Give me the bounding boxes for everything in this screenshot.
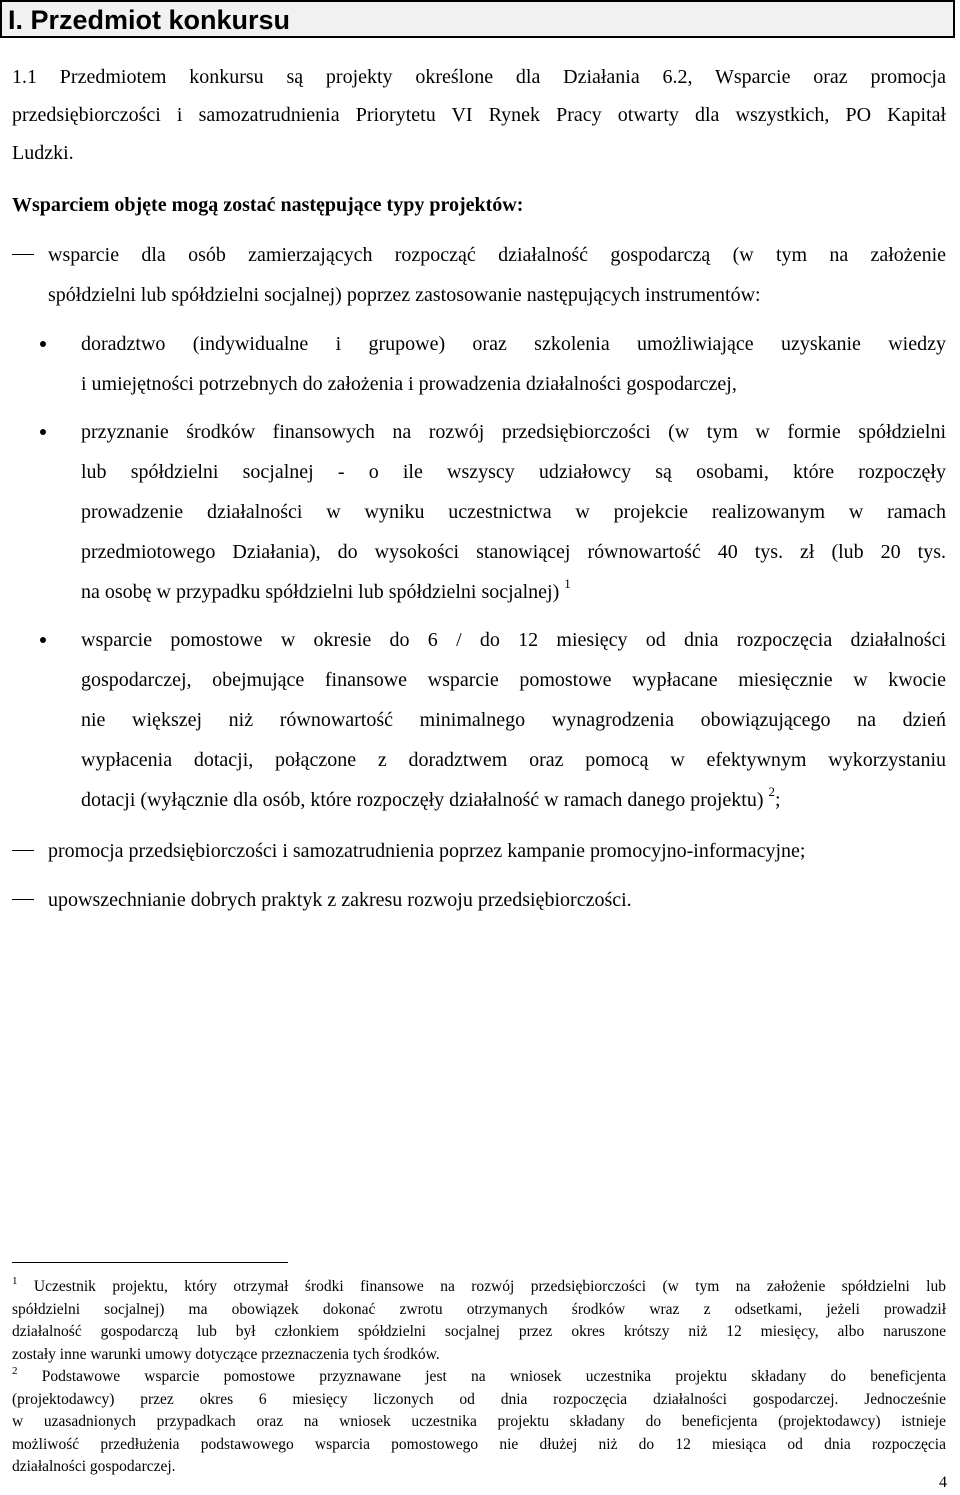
list-item-text: upowszechnianie dobrych praktyk z zakresu rozwoju przedsiębiorczości. <box>48 889 632 911</box>
section-heading-box <box>0 0 955 38</box>
list-item-text <box>81 412 946 612</box>
dash-marker <box>12 899 34 900</box>
text-fragment: na osobę w przypadku spółdzielni lub spółdzielni socjalnej) <box>81 581 560 603</box>
list-item <box>40 620 946 820</box>
text-line: (projektodawcy) przez okres 6 miesięcy liczonych od dnia rozpoczęcia działalności gospodarczej. Jednocześnie <box>12 1390 946 1408</box>
text-line: prowadzenie działalności w wyniku uczestnictwa w projekcie realizowanym w ramach <box>81 501 946 523</box>
text-fragment: ; <box>775 789 781 811</box>
list-item <box>12 235 946 315</box>
bullet-marker <box>40 429 46 435</box>
list-item <box>40 324 946 404</box>
text-line: możliwość przedłużenia podstawowego wsparcia pomostowego nie dłużej niż do 12 miesiąca od dnia rozpoczęcia <box>12 1435 946 1453</box>
text-line: wsparcie dla osób zamierzających rozpocząć działalność gospodarczą (w tym na założenie <box>48 244 946 266</box>
types-subheading: Wsparciem objęte mogą zostać następujące typy projektów: <box>12 194 524 216</box>
section-heading: I. Przedmiot konkursu <box>8 5 291 35</box>
text-line: zostały inne warunki umowy dotyczące przeznaczenia tych środków. <box>12 1345 440 1363</box>
text-line: wypłacenia dotacji, połączone z doradztwem oraz pomocą w efektywnym wykorzystaniu <box>81 749 946 771</box>
text-line: i umiejętności potrzebnych do założenia i prowadzenia działalności gospodarczej, <box>81 373 737 395</box>
text-line <box>12 1366 946 1389</box>
text-line: lub spółdzielni socjalnej - o ile wszyscy udziałowcy są osobami, które rozpoczęły <box>81 461 946 483</box>
text-line <box>81 572 946 612</box>
list-item-text <box>81 324 946 404</box>
text-line: w uzasadnionych przypadkach oraz na wniosek uczestnika projektu składany do beneficjenta (projektodawcy) istnieje <box>12 1413 946 1430</box>
footnote-number: 2 <box>12 1364 18 1377</box>
text-line: działalności gospodarczej. <box>12 1458 176 1475</box>
footnote-ref[interactable]: 2 <box>768 784 775 800</box>
text-line <box>12 1276 946 1299</box>
text-line: wsparcie pomostowe w okresie do 6 / do 12 miesięcy od dnia rozpoczęcia działalności <box>81 629 946 651</box>
bullet-marker <box>40 637 46 643</box>
intro-paragraph <box>12 58 946 172</box>
bullet-marker <box>40 341 46 347</box>
list-item-text <box>48 235 946 315</box>
text-line: działalność gospodarczą lub był członkiem spółdzielni socjalnej przez okres krótszy niż 12 miesięcy, albo naruszone <box>12 1323 946 1340</box>
text-fragment: dotacji (wyłącznie dla osób, które rozpoczęły działalność w ramach danego projektu) <box>81 789 764 811</box>
text-line: spółdzielni lub spółdzielni socjalnej) poprzez zastosowanie następujących instrumentów: <box>48 284 761 306</box>
list-item <box>12 880 946 920</box>
page-number: 4 <box>939 1474 947 1491</box>
footnote-separator <box>12 1262 288 1263</box>
text-line <box>81 780 946 820</box>
list-item <box>12 831 946 871</box>
list-item-text: promocja przedsiębiorczości i samozatrudnienia poprzez kampanie promocyjno-informacyjne; <box>48 840 806 862</box>
footnote-1 <box>12 1276 946 1366</box>
footnote-2 <box>12 1366 946 1479</box>
text-fragment: Uczestnik projektu, który otrzymał środki finansowe na rozwój przedsiębiorczości (w tym na założenie spółdzielni lub <box>33 1278 946 1295</box>
text-line: spółdzielni socjalnej) ma obowiązek dokonać zwrotu otrzymanych środków wraz z odsetkami, jeżeli prowadził <box>12 1300 946 1318</box>
list-item <box>40 412 946 612</box>
intro-line: przedsiębiorczości i samozatrudnienia Priorytetu VI Rynek Pracy otwarty dla wszystkich, PO Kapitał <box>12 104 946 126</box>
text-line: przyznanie środków finansowych na rozwój przedsiębiorczości (w tym w formie spółdzielni <box>81 421 946 443</box>
dash-marker <box>12 254 34 255</box>
text-line: przedmiotowego Działania), do wysokości stanowiącej równowartość 40 tys. zł (lub 20 tys. <box>81 541 946 563</box>
intro-line: Ludzki. <box>12 142 74 164</box>
intro-line: 1.1 Przedmiotem konkursu są projekty określone dla Działania 6.2, Wsparcie oraz promocja <box>12 66 946 88</box>
dash-marker <box>12 850 34 851</box>
text-line: gospodarczej, obejmujące finansowe wsparcie pomostowe wypłacane miesięcznie w kwocie <box>81 669 946 691</box>
text-line: nie większej niż równowartość minimalnego wynagrodzenia obowiązującego na dzień <box>81 709 946 731</box>
footnote-number: 1 <box>12 1274 18 1287</box>
text-line: doradztwo (indywidualne i grupowe) oraz szkolenia umożliwiające uzyskanie wiedzy <box>81 333 946 355</box>
text-fragment: Podstawowe wsparcie pomostowe przyznawane jest na wniosek uczestnika projektu składany do beneficjenta <box>41 1368 946 1385</box>
footnote-ref[interactable]: 1 <box>564 576 571 592</box>
list-item-text <box>81 620 946 820</box>
